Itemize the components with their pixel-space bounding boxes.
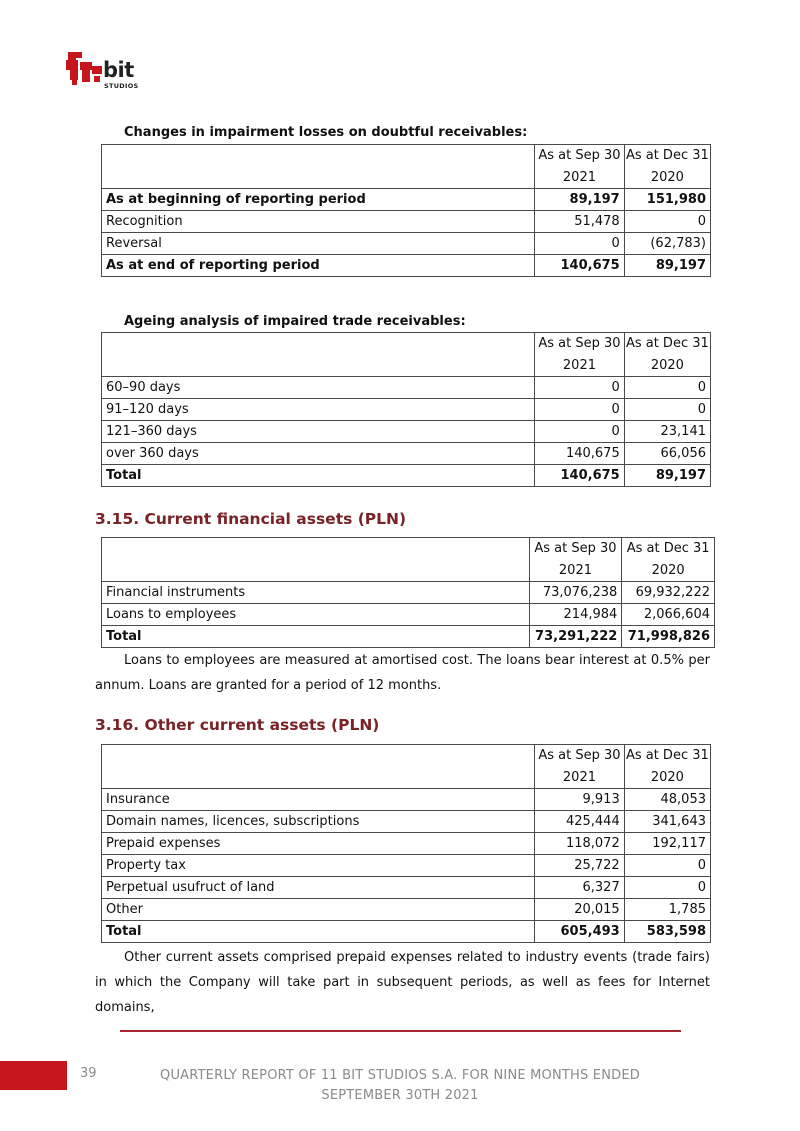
row-label: Total — [102, 626, 530, 648]
row-value-2020: 71,998,826 — [622, 626, 715, 648]
row-value-2021: 73,076,238 — [529, 582, 622, 604]
row-value-2020: 1,785 — [624, 899, 710, 921]
table-row — [102, 855, 711, 877]
row-value-2021: 118,072 — [535, 833, 625, 855]
row-value-2021: 0 — [535, 421, 625, 443]
row-value-2021: 214,984 — [529, 604, 622, 626]
table-row — [102, 899, 711, 921]
row-value-2020: 583,598 — [624, 921, 710, 943]
header-label-cell — [102, 333, 535, 377]
row-label: Property tax — [102, 855, 535, 877]
table-row — [102, 211, 711, 233]
row-value-2020: 0 — [624, 877, 710, 899]
footer-accent-block — [0, 1061, 67, 1090]
impairment-table — [101, 144, 711, 277]
table-row — [102, 877, 711, 899]
row-value-2020: 192,117 — [624, 833, 710, 855]
header-col-sep-2021: As at Sep 30 2021 — [529, 538, 622, 582]
page-number: 39 — [80, 1066, 97, 1081]
table-row — [102, 255, 711, 277]
row-label: Loans to employees — [102, 604, 530, 626]
table-header-row — [102, 745, 711, 789]
header-col-sep-2021: As at Sep 30 2021 — [535, 745, 625, 789]
row-label: 60–90 days — [102, 377, 535, 399]
row-value-2021: 0 — [535, 377, 625, 399]
row-value-2021: 140,675 — [535, 465, 625, 487]
row-value-2021: 140,675 — [535, 443, 625, 465]
row-label: Perpetual usufruct of land — [102, 877, 535, 899]
table-row — [102, 582, 715, 604]
table-row — [102, 233, 711, 255]
row-value-2020: 151,980 — [624, 189, 710, 211]
header-label-cell — [102, 145, 535, 189]
row-value-2020: (62,783) — [624, 233, 710, 255]
logo-subtitle: STUDIOS — [104, 82, 139, 90]
header-col-dec-2020: As at Dec 31 2020 — [624, 145, 710, 189]
table-row — [102, 443, 711, 465]
footer-report-title — [150, 1066, 650, 1106]
header-label-cell — [102, 745, 535, 789]
row-value-2020: 341,643 — [624, 811, 710, 833]
row-value-2020: 89,197 — [624, 255, 710, 277]
table-header-row — [102, 333, 711, 377]
row-label: Financial instruments — [102, 582, 530, 604]
table-row — [102, 604, 715, 626]
header-col-dec-2020: As at Dec 31 2020 — [624, 333, 710, 377]
row-value-2021: 425,444 — [535, 811, 625, 833]
table-row — [102, 377, 711, 399]
row-value-2020: 2,066,604 — [622, 604, 715, 626]
row-value-2020: 69,932,222 — [622, 582, 715, 604]
table-header-row — [102, 538, 715, 582]
table-row — [102, 811, 711, 833]
footer-line-1: QUARTERLY REPORT OF 11 BIT STUDIOS S.A. FOR NINE MONTHS ENDED — [160, 1068, 640, 1083]
header-col-sep-2021: As at Sep 30 2021 — [535, 333, 625, 377]
table-row — [102, 921, 711, 943]
row-label: Total — [102, 921, 535, 943]
row-label: As at end of reporting period — [102, 255, 535, 277]
header-col-dec-2020: As at Dec 31 2020 — [622, 538, 715, 582]
header-label-cell — [102, 538, 530, 582]
row-value-2020: 0 — [624, 399, 710, 421]
row-label: Recognition — [102, 211, 535, 233]
row-value-2020: 0 — [624, 211, 710, 233]
row-value-2020: 66,056 — [624, 443, 710, 465]
row-value-2020: 0 — [624, 377, 710, 399]
ageing-caption: Ageing analysis of impaired trade receivables: — [124, 314, 466, 329]
header-col-dec-2020: As at Dec 31 2020 — [624, 745, 710, 789]
table-row — [102, 189, 711, 211]
row-label: Other — [102, 899, 535, 921]
row-label: 121–360 days — [102, 421, 535, 443]
row-label: Reversal — [102, 233, 535, 255]
header-col-sep-2021: As at Sep 30 2021 — [535, 145, 625, 189]
row-value-2021: 9,913 — [535, 789, 625, 811]
row-value-2021: 89,197 — [535, 189, 625, 211]
ageing-table — [101, 332, 711, 487]
table-row — [102, 833, 711, 855]
other-assets-note: Other current assets comprised prepaid expenses related to industry events (trade fairs) in which the Company will take part in subsequent periods, as well as fees for Internet domains, — [95, 950, 710, 1015]
table-row — [102, 465, 711, 487]
row-value-2020: 23,141 — [624, 421, 710, 443]
row-label: Total — [102, 465, 535, 487]
footer-divider — [120, 1030, 681, 1032]
row-label: Prepaid expenses — [102, 833, 535, 855]
row-value-2020: 48,053 — [624, 789, 710, 811]
impairment-caption: Changes in impairment losses on doubtful receivables: — [124, 125, 528, 140]
row-label: Domain names, licences, subscriptions — [102, 811, 535, 833]
row-value-2021: 140,675 — [535, 255, 625, 277]
row-value-2021: 6,327 — [535, 877, 625, 899]
section-heading-financial-assets: 3.15. Current financial assets (PLN) — [95, 510, 407, 528]
row-value-2020: 0 — [624, 855, 710, 877]
row-value-2021: 73,291,222 — [529, 626, 622, 648]
financial-assets-table — [101, 537, 715, 648]
company-logo — [66, 52, 146, 92]
financial-assets-note: Loans to employees are measured at amortised cost. The loans bear interest at 0.5% per annum. Loans are granted for a period of 12 months. — [95, 653, 710, 693]
table-row — [102, 626, 715, 648]
row-value-2021: 25,722 — [535, 855, 625, 877]
row-label: Insurance — [102, 789, 535, 811]
row-value-2021: 0 — [535, 233, 625, 255]
table-row — [102, 789, 711, 811]
row-label: As at beginning of reporting period — [102, 189, 535, 211]
row-label: 91–120 days — [102, 399, 535, 421]
logo-wordmark: bit — [103, 58, 134, 82]
row-value-2021: 0 — [535, 399, 625, 421]
table-row — [102, 399, 711, 421]
other-assets-table — [101, 744, 711, 943]
row-value-2021: 51,478 — [535, 211, 625, 233]
row-label: over 360 days — [102, 443, 535, 465]
table-header-row — [102, 145, 711, 189]
logo-mark-icon — [66, 52, 106, 88]
row-value-2021: 605,493 — [535, 921, 625, 943]
row-value-2021: 20,015 — [535, 899, 625, 921]
footer-line-2: SEPTEMBER 30TH 2021 — [321, 1088, 479, 1103]
section-heading-other-assets: 3.16. Other current assets (PLN) — [95, 716, 380, 734]
row-value-2020: 89,197 — [624, 465, 710, 487]
table-row — [102, 421, 711, 443]
